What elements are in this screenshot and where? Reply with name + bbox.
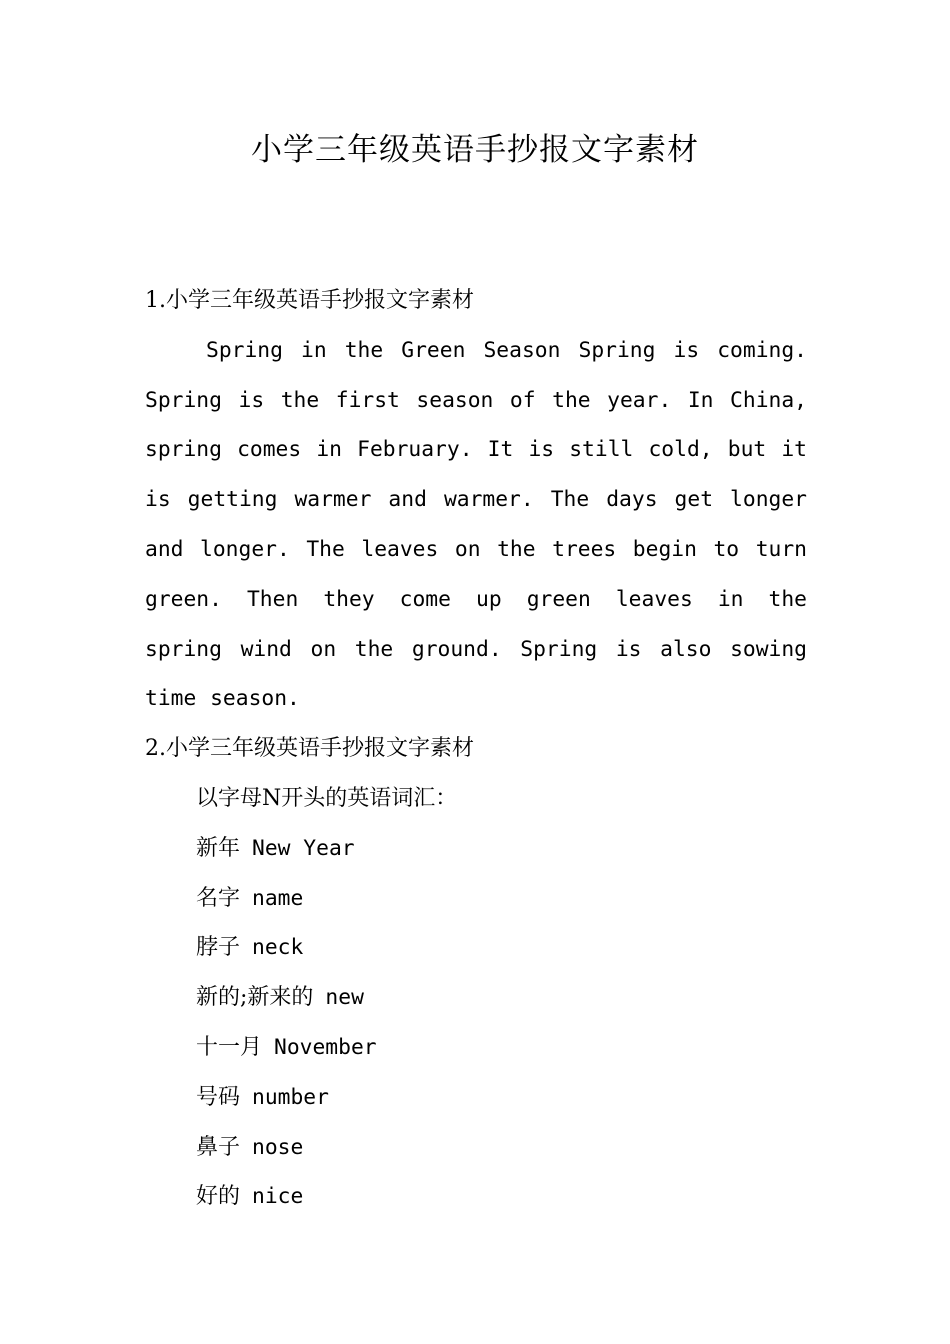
- vocab-chinese: 鼻子: [196, 1134, 241, 1160]
- vocab-chinese: 名字: [196, 885, 241, 911]
- vocab-english: November: [274, 1034, 377, 1060]
- vocab-list: [145, 824, 807, 1222]
- document-body: [145, 276, 807, 1222]
- vocab-english: new: [325, 985, 364, 1011]
- vocab-chinese: 新的;新来的: [196, 985, 314, 1011]
- section-1-paragraph: Spring in the Green Season Spring is coming. Spring is the first season of the year. In China, spring comes in February. It is still cold, but it is getting warmer and warmer. The days get longer and longer. The leaves on the trees begin to turn green. Then they come up green leaves in the spring wind on the ground. Spring is also sowing time season.: [145, 337, 807, 712]
- vocab-chinese: 号码: [196, 1084, 241, 1110]
- vocab-english: neck: [252, 935, 304, 961]
- document-title: 小学三年级英语手抄报文字素材: [251, 132, 699, 168]
- vocab-english: nose: [252, 1134, 304, 1160]
- vocab-chinese: 新年: [196, 835, 241, 861]
- vocab-item: [196, 874, 807, 924]
- vocab-chinese: 脖子: [196, 935, 241, 961]
- vocab-item: [196, 973, 807, 1023]
- vocab-item: [196, 824, 807, 874]
- vocab-intro: 以字母N开头的英语词汇：: [196, 785, 458, 811]
- vocab-english: number: [252, 1084, 329, 1110]
- vocab-item: [196, 1073, 807, 1123]
- vocab-item: [196, 1123, 807, 1173]
- section-1-heading: 1.小学三年级英语手抄报文字素材: [145, 288, 474, 313]
- section-2-heading: 2.小学三年级英语手抄报文字素材: [145, 736, 474, 762]
- vocab-english: name: [252, 885, 304, 911]
- vocab-item: [196, 1172, 807, 1222]
- vocab-item: [196, 1023, 807, 1073]
- vocab-item: [196, 923, 807, 973]
- vocab-chinese: 好的: [196, 1184, 241, 1210]
- vocab-chinese: 十一月: [196, 1034, 263, 1060]
- vocab-english: nice: [252, 1184, 304, 1210]
- vocab-english: New Year: [252, 835, 355, 861]
